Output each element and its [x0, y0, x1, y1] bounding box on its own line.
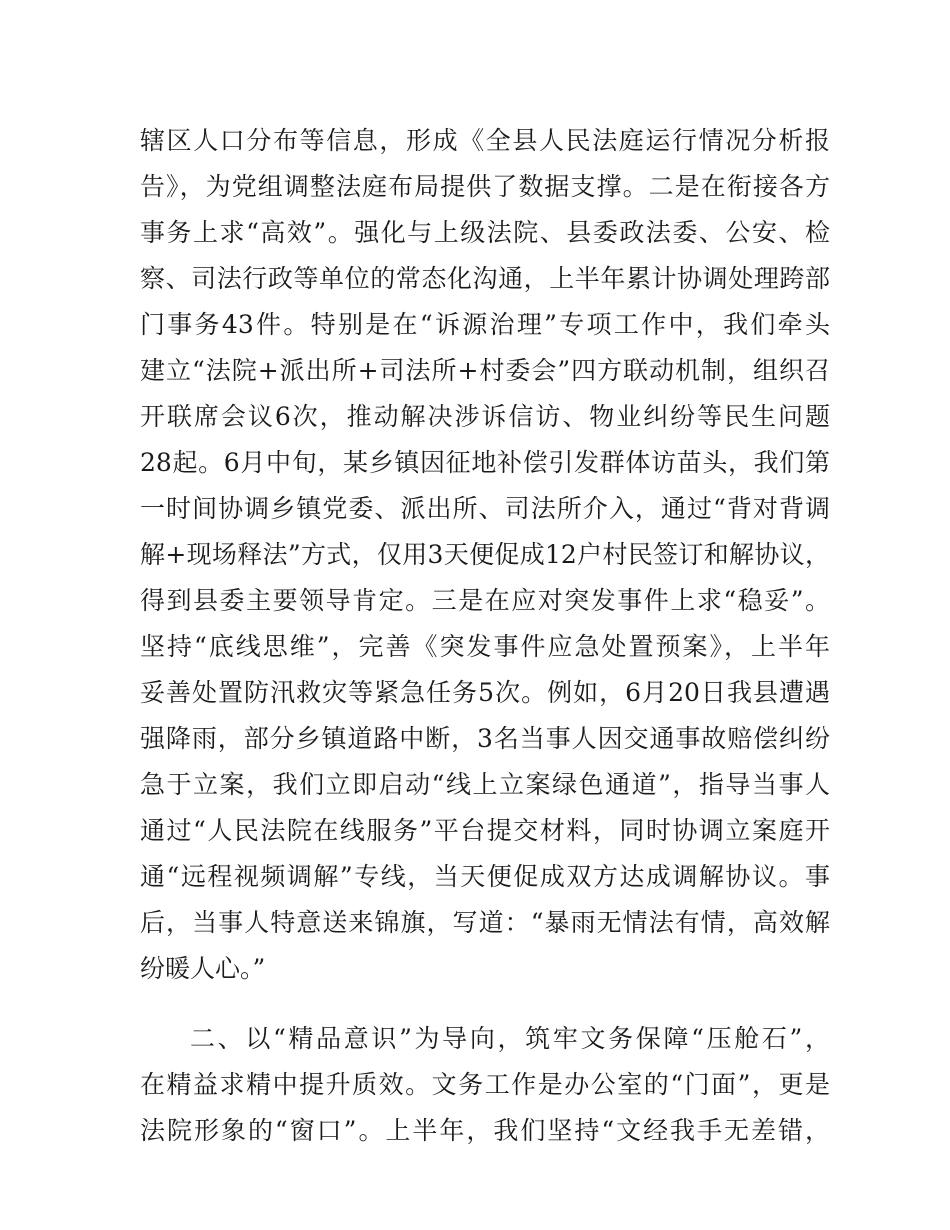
text-line: 坚持“底线思维”，完善《突发事件应急处置预案》，上半年 — [140, 632, 830, 661]
text-line-indented: 二、以“精品意识”为导向，筑牢文务保障“压舱石”， — [190, 1024, 830, 1053]
text-line: 门事务43件。特别是在“诉源治理”专项工作中，我们牵头 — [140, 310, 830, 339]
text-line: 通“远程视频调解”专线，当天便促成双方达成调解协议。事 — [140, 862, 830, 891]
text-line: 急于立案，我们立即启动“线上立案绿色通道”，指导当事人 — [140, 770, 830, 799]
paragraph-2 — [140, 1016, 830, 1154]
text-line: 妥善处置防汛救灾等紧急任务5次。例如，6月20日我县遭遇 — [140, 678, 830, 707]
text-line: 通过“人民法院在线服务”平台提交材料，同时协调立案庭开 — [140, 816, 830, 845]
text-line: 建立“法院+派出所+司法所+村委会”四方联动机制，组织召 — [140, 356, 830, 385]
text-line: 开联席会议6次，推动解决涉诉信访、物业纠纷等民生问题 — [140, 402, 830, 431]
text-line: 强降雨，部分乡镇道路中断，3名当事人因交通事故赔偿纠纷 — [140, 724, 830, 753]
text-line: 察、司法行政等单位的常态化沟通，上半年累计协调处理跨部 — [140, 264, 830, 293]
text-line: 辖区人口分布等信息，形成《全县人民法庭运行情况分析报 — [140, 126, 830, 155]
text-line: 得到县委主要领导肯定。三是在应对突发事件上求“稳妥”。 — [140, 586, 830, 615]
text-line: 一时间协调乡镇党委、派出所、司法所介入，通过“背对背调 — [140, 494, 830, 523]
text-line: 后，当事人特意送来锦旗，写道：“暴雨无情法有情，高效解 — [140, 908, 830, 937]
text-line: 事务上求“高效”。强化与上级法院、县委政法委、公安、检 — [140, 218, 830, 247]
text-line: 法院形象的“窗口”。上半年，我们坚持“文经我手无差错， — [140, 1116, 830, 1145]
document-body — [140, 118, 830, 1154]
text-line: 在精益求精中提升质效。文务工作是办公室的“门面”，更是 — [140, 1070, 830, 1099]
paragraph-1 — [140, 118, 830, 992]
paragraph-spacer — [140, 992, 830, 1016]
text-line: 解+现场释法”方式，仅用3天便促成12户村民签订和解协议， — [140, 540, 830, 569]
text-line: 告》，为党组调整法庭布局提供了数据支撑。二是在衔接各方 — [140, 172, 830, 201]
text-line: 28起。6月中旬，某乡镇因征地补偿引发群体访苗头，我们第 — [140, 448, 830, 477]
text-line-last: 纷暖人心。” — [140, 954, 266, 983]
